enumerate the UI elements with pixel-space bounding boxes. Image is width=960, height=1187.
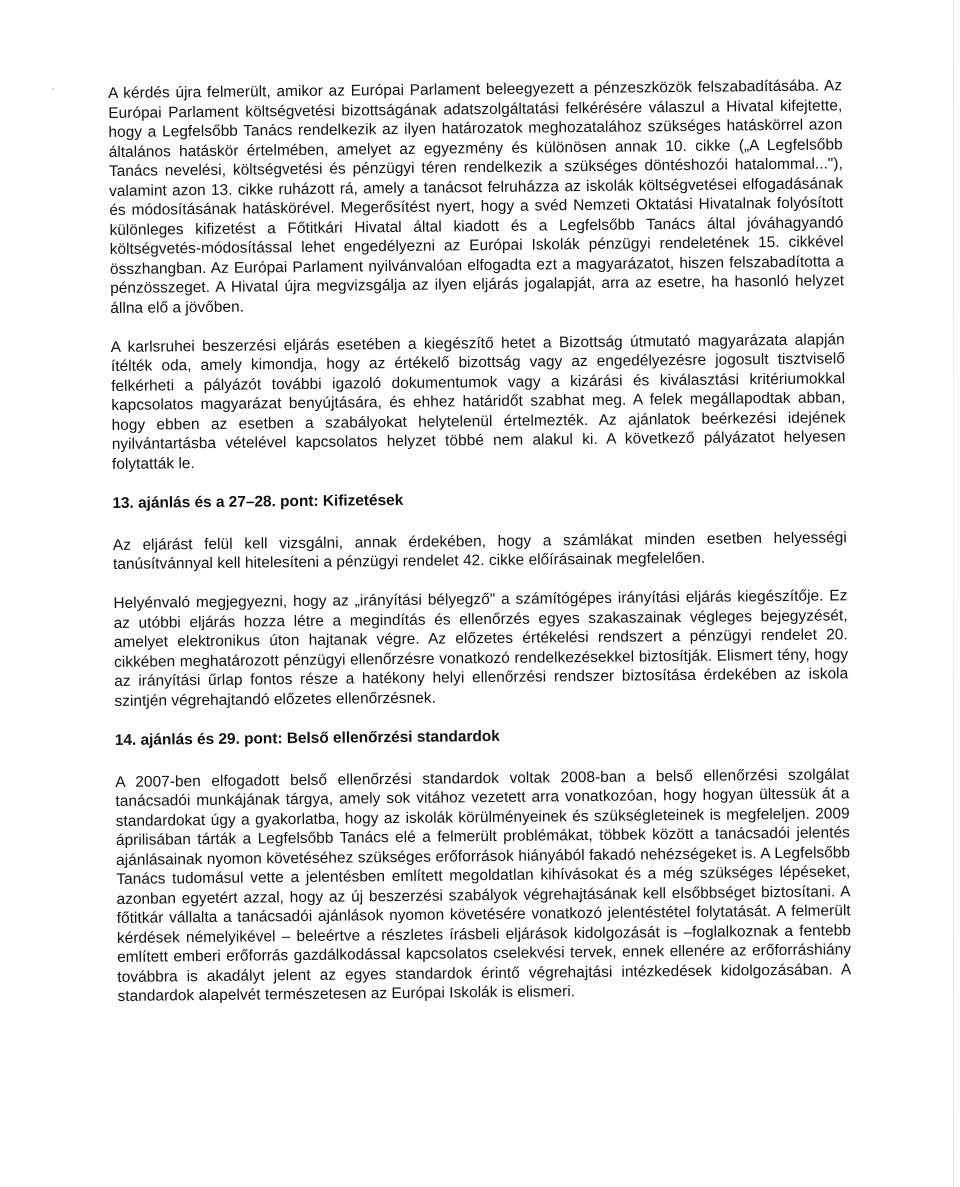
paragraph-internal-control-standards: A 2007-ben elfogadott belső ellenőrzési standardok voltak 2008-ban a belső ellenőrzési szolgálat tanácsadói munkájának tárgya, amely sok vitához vezetett arra vonatkozóan, hogy hogyan ültessük át a standardokat úgy a gyakorlatba, hogy az iskolák körülményeinek és szükségleteinek is megfeleljen. 2009 áprilisában tárták a Legfelsőbb Tanács elé a felmerült problémákat, többek között a tanácsadói jelentés ajánlásainak nyomon követéséhez szükséges erőforrások hiányából fakadó nehézségeket is. A Legfelsőbb Tanács tudomásul vette a jelentésben említett megoldatlan kihívásokat és a még szükséges lépéseket, azonban egyetért azzal, hogy az új beszerzési szabályok végrehajtásának kell elsőbbséget biztosítani. A főtitkár vállalta a tanácsadói ajánlások nyomon követésére vonatkozó jelentéstétel folytatását. A felmerült kérdések némelyikével – beleértve a részletes írásbeli eljárások kidolgozását is –foglalkoznak a fentebb említett emberi erőforrás gazdálkodással kapcsolatos cselekvési tervek, ennek ellenére az erőforráshiány továbbra is akadályt jelent az egyes standardok érintő végrehajtási intézkedések kidolgozásában. A standardok alapelvét természetesen az Európai Iskolák is elismeri. xyxy=(115,765,852,1005)
scan-speck xyxy=(52,88,54,90)
paragraph-payments-review: Az eljárást felül kell vizsgálni, annak érdekében, hogy a számlákat minden esetben helyességi tanúsítvánnyal kell hitelesíteni a pénzügyi rendelet 42. cikke előírásainak megfelelően. xyxy=(112,528,847,573)
heading-recommendation-13: 13. ajánlás és a 27–28. pont: Kifizetések xyxy=(112,491,404,512)
scan-edge-line xyxy=(953,0,954,1187)
paragraph-authorization-stamp: Helyénvaló megjegyezni, hogy az „irányítási bélyegző" a számítógépes irányítási eljárás kiegészítője. Ez az utóbbi eljárás hozza létre a megindítás és ellenőrzés egyes szakaszainak végleges bejegyzését, amelyet elektronikus úton hajtanak végre. Az előzetes értékelési rendszert a pénzügyi rendelet 20. cikkében meghatározott pénzügyi ellenőrzésre vonatkozó rendelkezésekkel biztosítják. Elismert tény, hogy az irányítási űrlap fontos része a hatékony helyi ellenőrzési rendszer biztosítása érdekében az iskola szintjén végrehajtandó előzetes ellenőrzésnek. xyxy=(113,587,849,710)
heading-recommendation-14: 14. ajánlás és 29. pont: Belső ellenőrzési standardok xyxy=(114,727,500,749)
document-body xyxy=(108,76,852,1006)
paragraph-parliament-funds: A kérdés újra felmerült, amikor az Európai Parlament beleegyezett a pénzeszközök felszabadításába. Az Európai Parlament költségvetési bizottságának adatszolgáltatási felkérésére válaszul a Hivatal kifejtette, hogy a Legfelsőbb Tanács rendelkezik az ilyen határozatok meghozatalához szükséges hatáskörrel azon általános hatáskör értelmében, amelyet az egyezmény és különösen annak 10. cikke („A Legfelsőbb Tanács nevelési, költségvetési és pénzügyi téren rendelkezik a szükséges döntéshozói hatalommal..."), valamint azon 13. cikke ruházott rá, amely a tanácsot felruházza az iskolák költségvetései elfogadásának és módosításának hatáskörével. Megerősítést nyert, hogy a svéd Nemzeti Oktatási Hivatalnak folyósított különleges kifizetést a Főtitkári Hivatal által kiadott és a Legfelsőbb Tanács által jóváhagyandó költségvetés-módosítással lehet engedélyezni az Európai Iskolák pénzügyi rendeletének 15. cikkével összhangban. Az Európai Parlament nyilvánvalóan elfogadta ezt a magyarázatot, hiszen felszabadította a pénzösszeget. A Hivatal újra megvizsgálja az ilyen eljárás jogalapját, arra az esetre, ha hasonló helyzet állna elő a jövőben. xyxy=(108,77,845,317)
paragraph-karlsruhe-procurement: A karlsruhei beszerzési eljárás esetében a kiegészítő hetet a Bizottság útmutató magyarázata alapján ítélték oda, amely kimondja, hogy az értékelő bizottság vagy az engedélyezésre jogosult tisztviselő felkérheti a pályázót további igazoló dokumentumok vagy a kizárási és kiválasztási kritériumokkal kapcsolatos magyarázat benyújtására, és ehhez határidőt szabhat meg. A felek megállapodtak abban, hogy ebben az esetben a szabályokat helytelenül értelmezték. Az ajánlatok beérkezési idejének nyilvántartásba vételével kapcsolatos helyzet többé nem alakul ki. A következő pályázatot helyesen folytatták le. xyxy=(110,330,846,473)
